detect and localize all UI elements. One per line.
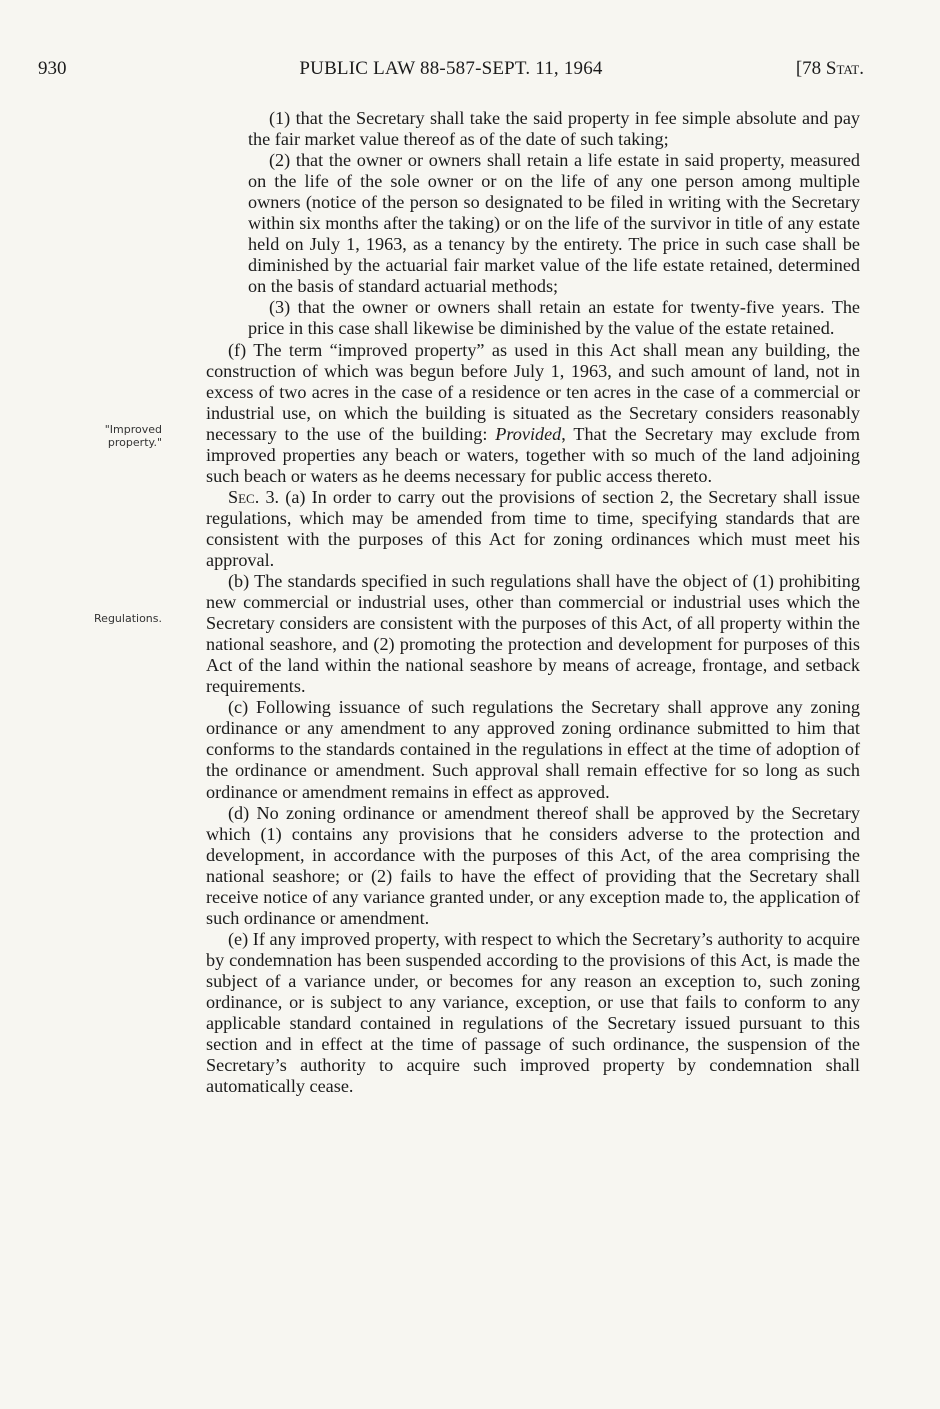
paragraph-item-3: (3) that the owner or owners shall retain an estate for twenty-five years. The price in this case shall likewise be diminished by the value of the estate retained. [248,297,860,339]
volume-prefix: [78 [795,58,826,79]
page-number: 930 [38,58,67,79]
running-title: PUBLIC LAW 88-587-SEPT. 11, 1964 [299,58,603,79]
margin-note-improved-property: "Improved property." [104,423,162,449]
paragraph-e: (e) If any improved property, with respect to which the Secretary’s authority to acquire by condemnation has been suspended according to the provisions of this Act, is made the subject of a variance under, or becomes for any reason an exception to, such zoning ordinance, or is subject to any variance, exception, or use that fails to conform to any applicable standard contained in regulations of the Secretary issued pursuant to this section and in effect at the time of passage of such ordinance, the suspension of the Secretary’s authority to acquire such improved property by condemnation shall automatically cease. [206,928,860,1097]
paragraph-f [206,340,860,487]
page-header [38,58,864,88]
margin-note-regulations: Regulations. [94,612,162,625]
paragraph-c: (c) Following issuance of such regulations the Secretary shall approve any zoning ordinance or any amendment to any approved zoning ordinance submitted to him that conforms to the standards contained in the regulations in effect at the time of adoption of the ordinance or amendment. Such approval shall remain effective for so long as such ordinance or amendment remains in effect as approved. [206,697,860,802]
paragraph-b: (b) The standards specified in such regulations shall have the object of (1) prohibiting new commercial or industrial uses, other than commercial or industrial uses which the Secretary considers are consistent with the purposes of this Act, of all property within the national seashore, and (2) promoting the protection and development for purposes of this Act of the land within the national seashore by means of acreage, frontage, and setback requirements. [206,571,860,697]
volume-word: Stat. [825,58,864,79]
paragraph-item-2: (2) that the owner or owners shall retain a life estate in said property, measured on the life of the sole owner or on the life of any one person among multiple owners (notice of the person so designated to be filed in writing with the Secretary within six months after the taking) or on the life of the survivor in title of any estate held on July 1, 1963, as a tenancy by the entirety. The price in such case shall be diminished by the actuarial fair market value of the life estate retained, determined on the basis of standard actuarial methods; [248,150,860,297]
section-label: Sec. 3. [228,486,280,507]
paragraph-f-part2: , That the Secretary may exclude from improved properties any beach or waters, together with so much of the land adjoining such beach or waters as he deems necessary for public access thereto. [206,423,860,486]
provided-italic: Provided [495,423,562,444]
volume-citation [796,58,864,80]
section-3a-text: (a) In order to carry out the provisions of section 2, the Secretary shall issue regulations, which may be amended from time to time, specifying standards that are consistent with the purposes of this Act for zoning ordinances which must meet his approval. [206,486,860,570]
paragraph-sec3-a [206,487,860,571]
paragraph-item-1: (1) that the Secretary shall take the said property in fee simple absolute and pay the fair market value thereof as of the date of such taking; [248,108,860,150]
paragraph-f-part1: (f) The term “improved property” as used in this Act shall mean any building, the construction of which was begun before July 1, 1963, and such amount of land, not in excess of two acres in the case of a residence or ten acres in the case of a commercial or industrial use, on which the building is situated as the Secretary considers reasonably necessary to the use of the building: [206,339,860,444]
paragraph-d: (d) No zoning ordinance or amendment thereof shall be approved by the Secretary which (1) contains any provisions that he considers adverse to the protection and development, in accordance with the purposes of this Act, of the area comprising the national seashore; or (2) fails to have the effect of providing that the Secretary shall receive notice of any variance granted under, or any exception made to, the application of such ordinance or amendment. [206,802,860,928]
body-text [206,108,860,1097]
